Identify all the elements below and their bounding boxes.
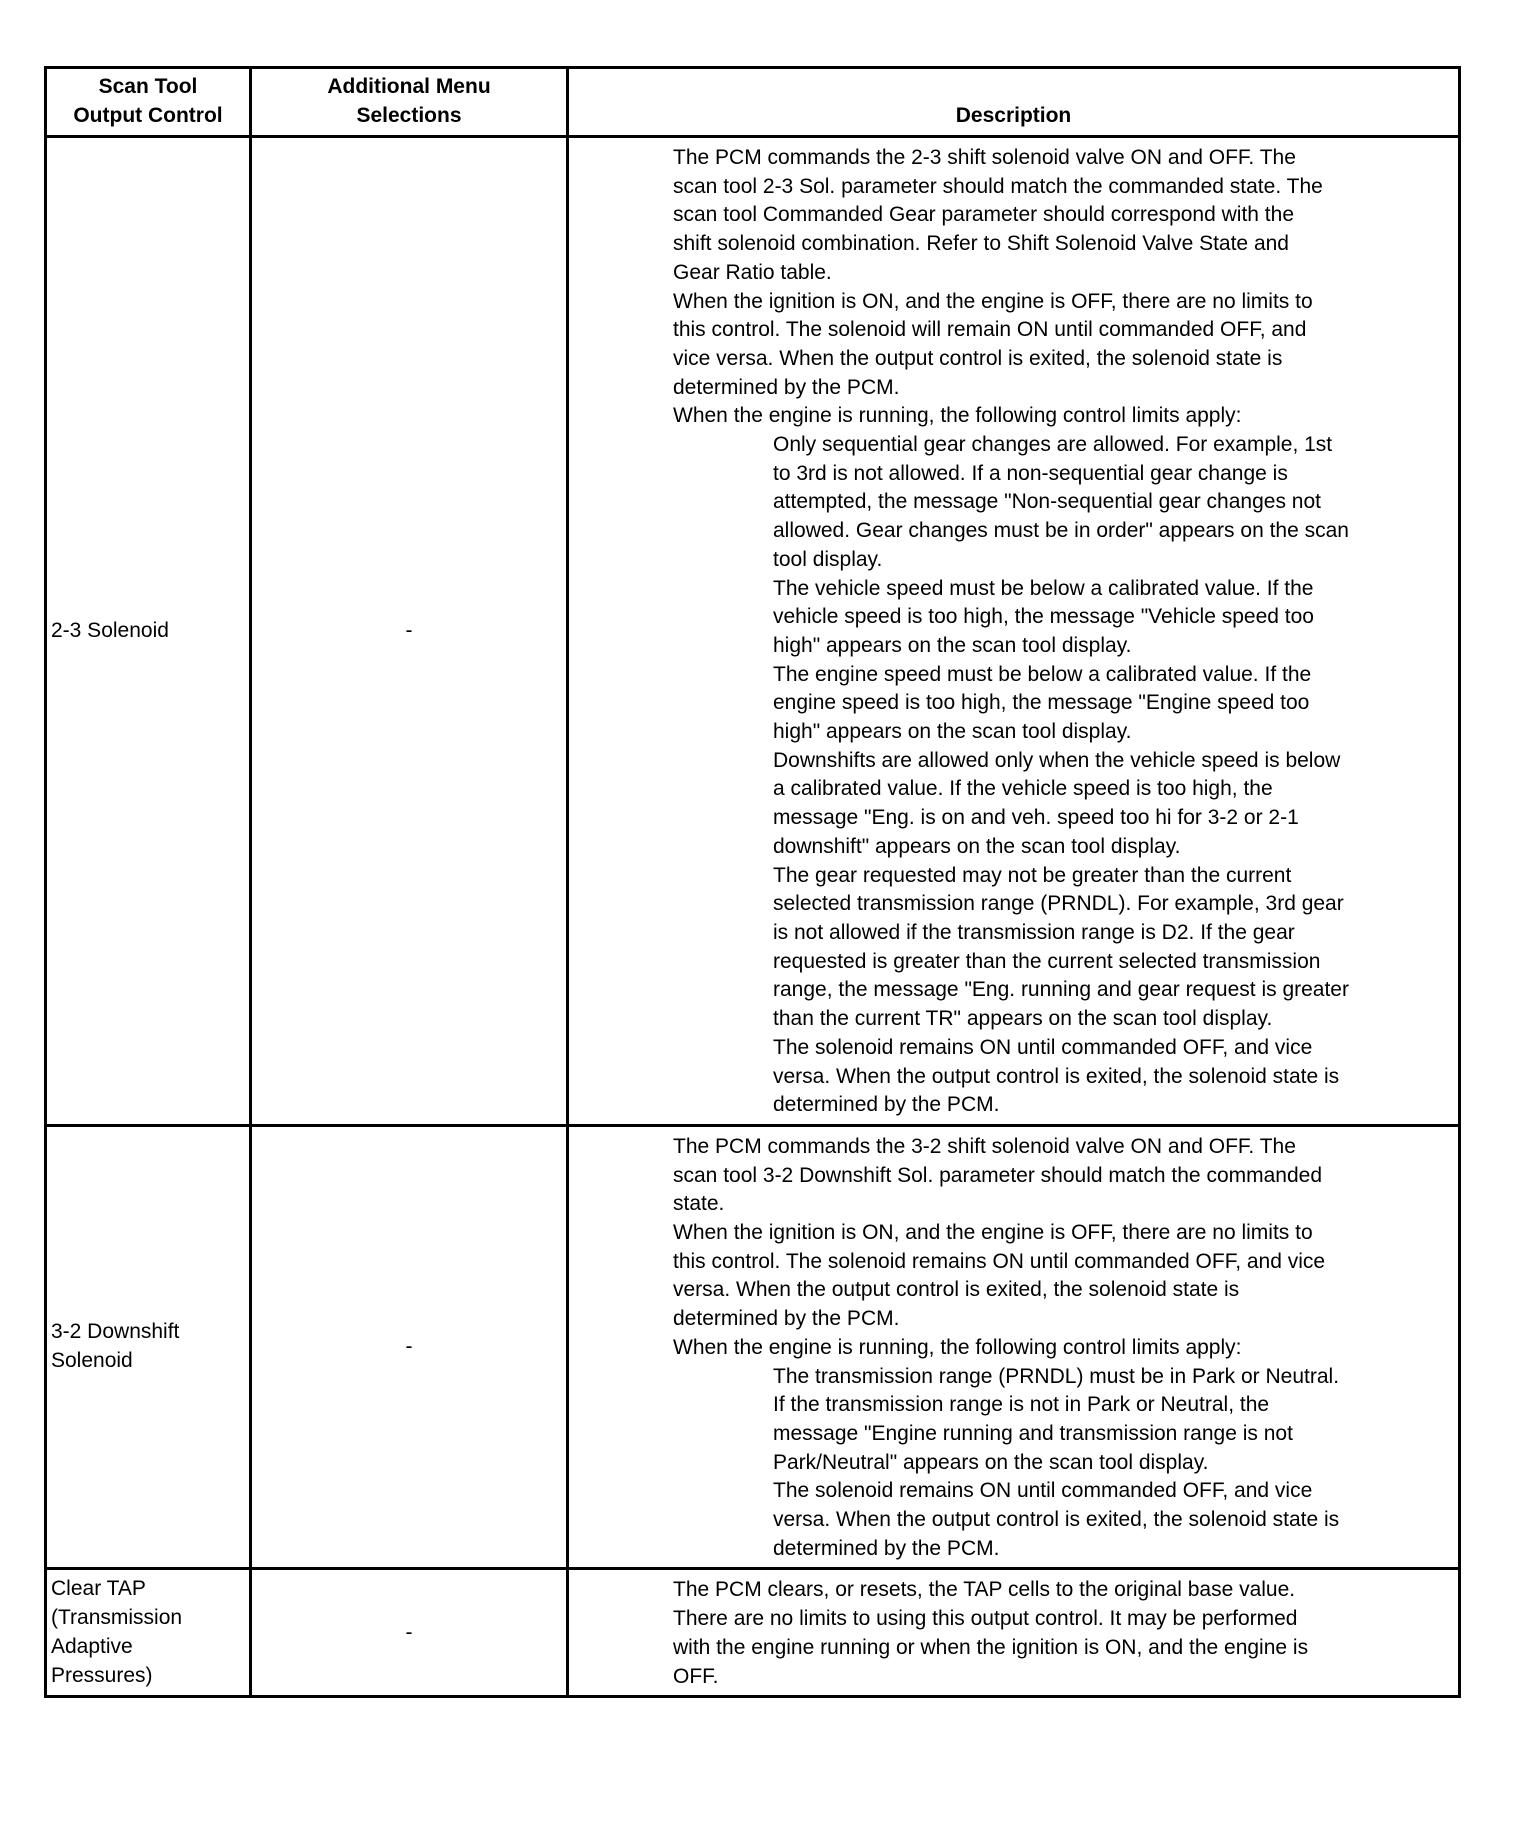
header-scan-tool-output-control (46, 68, 251, 137)
table-row (46, 1125, 1460, 1569)
description-line: There are no limits to using this output control. It may be performed (673, 1607, 1298, 1631)
header-additional-menu-selections (251, 68, 568, 137)
header-line: Description (955, 104, 1072, 128)
description-line: When the ignition is ON, and the engine is OFF, there are no limits to (673, 289, 1313, 313)
description-line: versa. When the output control is exited, the solenoid state is (673, 1278, 1240, 1302)
description-subline: determined by the PCM. (773, 1093, 1000, 1117)
description-line: scan tool Commanded Gear parameter should correspond with the (673, 203, 1294, 227)
description-subline: is not allowed if the transmission range is D2. If the gear (773, 920, 1295, 944)
description-subline: allowed. Gear changes must be in order" appears on the scan (773, 519, 1349, 543)
description-line: shift solenoid combination. Refer to Shift Solenoid Valve State and (673, 232, 1289, 256)
output-control-name-line: Solenoid (51, 1349, 133, 1373)
description-line: When the ignition is ON, and the engine is OFF, there are no limits to (673, 1221, 1313, 1245)
description (568, 1125, 1460, 1569)
description-subline: requested is greater than the current selected transmission (773, 949, 1321, 973)
description-line: with the engine running or when the ignition is ON, and the engine is (673, 1635, 1309, 1659)
description-subline: vehicle speed is too high, the message "Vehicle speed too (773, 605, 1314, 629)
description-subline: determined by the PCM. (773, 1536, 1000, 1560)
description-subline: The vehicle speed must be below a calibrated value. If the (773, 576, 1314, 600)
description-subline: versa. When the output control is exited, the solenoid state is (773, 1508, 1340, 1532)
description-subline: engine speed is too high, the message "Engine speed too (773, 691, 1310, 715)
description-subline: message "Engine running and transmission range is not (773, 1421, 1293, 1445)
menu-selection: - (251, 1125, 568, 1569)
description-line: this control. The solenoid remains ON until commanded OFF, and vice (673, 1249, 1326, 1273)
description-subline: The solenoid remains ON until commanded OFF, and vice (773, 1479, 1313, 1503)
description-subline: If the transmission range is not in Park or Neutral, the (773, 1393, 1270, 1417)
output-control-name (46, 1569, 251, 1697)
header-line: Additional Menu (327, 75, 491, 99)
description-subline: range, the message "Eng. running and gear request is greater (773, 978, 1349, 1002)
description-subline: than the current TR" appears on the scan tool display. (773, 1007, 1273, 1031)
description-line: state. (673, 1192, 725, 1216)
description-line: vice versa. When the output control is exited, the solenoid state is (673, 346, 1283, 370)
description-line: scan tool 2-3 Sol. parameter should match the commanded state. The (673, 174, 1323, 198)
menu-selection: - (251, 1569, 568, 1697)
output-control-name-line: Clear TAP (51, 1577, 146, 1601)
description-subline: The engine speed must be below a calibrated value. If the (773, 662, 1312, 686)
description-subline: The transmission range (PRNDL) must be in Park or Neutral. (773, 1364, 1340, 1388)
menu-selection: - (251, 137, 568, 1126)
description-line: The PCM clears, or resets, the TAP cells to the original base value. (673, 1578, 1296, 1602)
description-subline: Park/Neutral" appears on the scan tool display. (773, 1450, 1209, 1474)
description-line: scan tool 3-2 Downshift Sol. parameter should match the commanded (673, 1163, 1323, 1187)
description-line: determined by the PCM. (673, 1307, 900, 1331)
description-line: Gear Ratio table. (673, 260, 832, 284)
description-line: determined by the PCM. (673, 375, 900, 399)
description-line: OFF. (673, 1664, 719, 1688)
description-subline: Only sequential gear changes are allowed. For example, 1st (773, 433, 1333, 457)
header-line: Output Control (73, 104, 223, 127)
description-subline: message "Eng. is on and veh. speed too hi for 3-2 or 2-1 (773, 806, 1299, 830)
header-line: Selections (356, 104, 462, 127)
output-control-name-line: (Transmission (51, 1606, 183, 1630)
description-subline: tool display. (773, 547, 883, 571)
description (568, 1569, 1460, 1697)
description-subline: high" appears on the scan tool display. (773, 720, 1132, 744)
description-subline: The solenoid remains ON until commanded OFF, and vice (773, 1035, 1313, 1059)
description-subline: a calibrated value. If the vehicle speed is too high, the (773, 777, 1273, 801)
output-control-name-line: Pressures) (51, 1663, 153, 1687)
description-line: this control. The solenoid will remain ON until commanded OFF, and (673, 318, 1307, 342)
output-control-name-line: Adaptive (51, 1634, 133, 1658)
table-row (46, 137, 1460, 1126)
description-line: The PCM commands the 2-3 shift solenoid valve ON and OFF. The (673, 146, 1296, 169)
description-subline: to 3rd is not allowed. If a non-sequential gear change is (773, 461, 1288, 485)
description-subline: versa. When the output control is exited, the solenoid state is (773, 1064, 1340, 1088)
description-subline: selected transmission range (PRNDL). For example, 3rd gear (773, 892, 1344, 916)
output-control-table (44, 66, 1461, 1698)
output-control-name (46, 137, 251, 1126)
output-control-name-line: 2-3 Solenoid (51, 618, 169, 642)
description-subline: high" appears on the scan tool display. (773, 633, 1132, 657)
description-subline: Downshifts are allowed only when the vehicle speed is below (773, 748, 1341, 772)
description-subline: downshift" appears on the scan tool display. (773, 834, 1181, 858)
description-line: When the engine is running, the following control limits apply: (673, 404, 1242, 428)
description-subline: attempted, the message "Non-sequential gear changes not (773, 490, 1321, 514)
description-line: The PCM commands the 3-2 shift solenoid valve ON and OFF. The (673, 1134, 1296, 1158)
table-row (46, 1569, 1460, 1697)
output-control-name-line: 3-2 Downshift (51, 1320, 180, 1344)
header-description (568, 68, 1460, 137)
header-row (46, 68, 1460, 137)
description-subline: The gear requested may not be greater than the current (773, 863, 1292, 887)
description (568, 137, 1460, 1126)
output-control-name (46, 1125, 251, 1569)
header-line: Scan Tool (98, 75, 198, 99)
description-line: When the engine is running, the following control limits apply: (673, 1335, 1242, 1359)
